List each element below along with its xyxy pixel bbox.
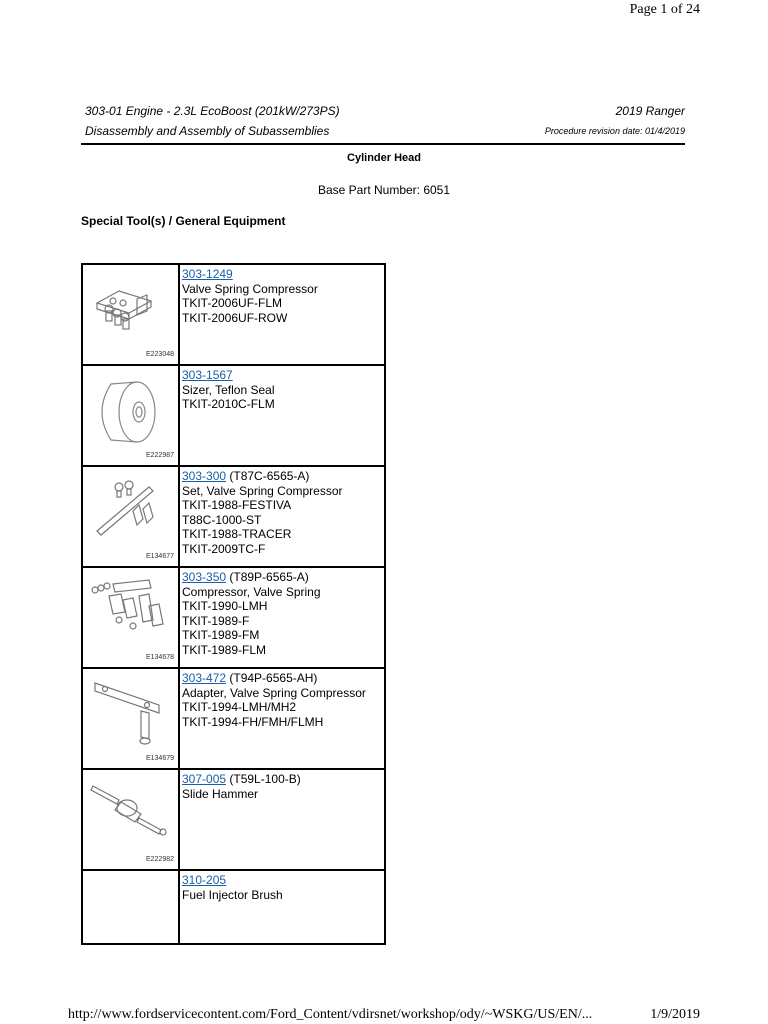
tool-description-line: Fuel Injector Brush	[182, 887, 283, 902]
tool-description-line: Adapter, Valve Spring Compressor	[182, 685, 366, 700]
tool-description-line: TKIT-1990-LMH	[182, 599, 268, 613]
tool-part-alt-number: (T89P-6565-A)	[226, 570, 309, 584]
tool-description-cell	[179, 466, 385, 567]
tool-description-line: Valve Spring Compressor	[182, 281, 318, 296]
tool-description-line: TKIT-1988-FESTIVA	[182, 498, 292, 512]
tool-row	[82, 264, 385, 365]
tool-part-line	[182, 873, 384, 888]
tool-image-code: E222987	[145, 452, 174, 459]
tool-description-cell	[179, 668, 385, 769]
footer-date: 1/9/2019	[650, 1007, 700, 1022]
tool-description-line: TKIT-2006UF-ROW	[182, 310, 288, 325]
tool-image-cell	[82, 870, 179, 944]
tool-part-link[interactable]: 303-350	[182, 570, 227, 584]
tool-part-line	[182, 570, 384, 585]
tool-description-line: TKIT-1989-F	[182, 613, 250, 628]
tool-image-cell	[82, 769, 179, 870]
tool-part-link[interactable]: 303-1567	[182, 368, 233, 382]
tool-image-code: E223048	[145, 351, 174, 358]
tool-description-line: Slide Hammer	[182, 786, 259, 801]
tool-image-code: E134677	[145, 553, 174, 560]
tool-image-code: E222982	[145, 856, 174, 863]
special-tools-table	[81, 263, 386, 945]
tool-row	[82, 769, 385, 870]
tool-description-line: TKIT-1989-FLM	[182, 642, 267, 657]
tool-description-cell	[179, 264, 385, 365]
tool-part-line	[182, 772, 384, 787]
tool-row	[82, 870, 385, 944]
tool-description-line: TKIT-2009TC-F	[182, 541, 266, 556]
tool-image-cell	[82, 668, 179, 769]
special-tools-heading: Special Tool(s) / General Equipment	[81, 214, 286, 228]
tool-part-link[interactable]: 303-300	[182, 469, 227, 483]
tool-description-line: T88C-1000-ST	[182, 512, 262, 527]
tool-row	[82, 466, 385, 567]
header-model: 2019 Ranger	[615, 104, 685, 118]
tool-part-link[interactable]: 303-472	[182, 671, 227, 685]
tool-description-line: TKIT-1988-TRACER	[182, 527, 292, 541]
header-section-title: Disassembly and Assembly of Subassemblies	[85, 124, 330, 138]
tool-description-line: Sizer, Teflon Seal	[182, 382, 275, 397]
tool-description-cell	[179, 769, 385, 870]
tool-image-cell	[82, 264, 179, 365]
header-divider	[81, 143, 685, 145]
tool-part-link[interactable]: 303-1249	[182, 267, 233, 281]
tool-description-line: TKIT-2010C-FLM	[182, 397, 275, 411]
tool-description-line: TKIT-1994-FH/FMH/FLMH	[182, 714, 324, 729]
tool-row	[82, 668, 385, 769]
tool-image-cell	[82, 567, 179, 668]
tool-row	[82, 567, 385, 668]
tool-description-cell	[179, 567, 385, 668]
tool-image-cell	[82, 466, 179, 567]
tool-part-line	[182, 267, 384, 282]
tool-description-line: TKIT-1989-FM	[182, 628, 260, 642]
page-number: Page 1 of 24	[629, 2, 700, 17]
header-revision-date: Procedure revision date: 01/4/2019	[544, 126, 685, 136]
tool-description-line: Compressor, Valve Spring	[182, 584, 321, 599]
tool-part-alt-number: (T59L-100-B)	[226, 772, 301, 786]
tool-description-line: Set, Valve Spring Compressor	[182, 483, 343, 498]
tool-description-line: TKIT-2006UF-FLM	[182, 296, 283, 310]
tool-part-alt-number: (T94P-6565-AH)	[226, 671, 318, 685]
header-right	[545, 101, 685, 141]
tool-part-link[interactable]: 310-205	[182, 873, 227, 887]
tool-description-line: TKIT-1994-LMH/MH2	[182, 700, 297, 714]
tool-description-cell	[179, 365, 385, 466]
tool-description-cell	[179, 870, 385, 944]
header-left	[85, 101, 340, 141]
tool-image-cell	[82, 365, 179, 466]
tool-image-code: E134678	[145, 654, 174, 661]
tool-image-code: E134679	[145, 755, 174, 762]
tool-part-line	[182, 469, 384, 484]
tool-part-line	[182, 671, 384, 686]
footer-url: http://www.fordservicecontent.com/Ford_Content/vdirsnet/workshop/ody/~WSKG/US/EN/...	[68, 1007, 593, 1022]
tool-part-link[interactable]: 307-005	[182, 772, 227, 786]
header-engine-title: 303-01 Engine - 2.3L EcoBoost (201kW/273PS)	[85, 104, 340, 118]
base-part-number: Base Part Number: 6051	[317, 183, 451, 197]
tool-row	[82, 365, 385, 466]
document-title: Cylinder Head	[347, 152, 421, 164]
tool-part-line	[182, 368, 384, 383]
tool-part-alt-number: (T87C-6565-A)	[226, 469, 310, 483]
